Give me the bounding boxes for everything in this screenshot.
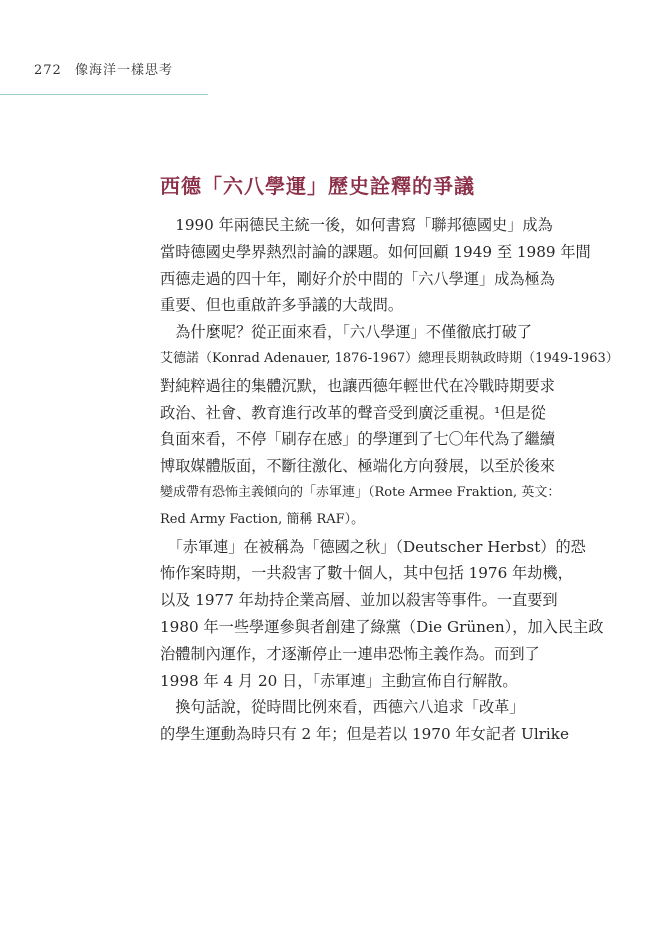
body-line: 治體制內運作，才逐漸停止一連串恐怖主義作為。而到了 bbox=[160, 644, 540, 663]
body-line: 艾德諾（Konrad Adenauer, 1876-1967）總理長期執政時期（1949-1963） bbox=[160, 350, 619, 366]
body-line: 1990 年兩德民主統一後，如何書寫「聯邦德國史」成為 bbox=[160, 216, 553, 234]
body-line: 怖作案時期，一共殺害了數十個人，其中包括 1976 年劫機， bbox=[160, 564, 573, 583]
body-line: 變成帶有恐怖主義傾向的「赤軍連」（Rote Armee Fraktion, 英文： bbox=[160, 484, 561, 500]
header-rule bbox=[0, 94, 208, 95]
body-line: 1998 年 4 月 20 日，「赤軍連」主動宣佈自行解散。 bbox=[160, 671, 518, 690]
body-line: 政治、社會、教育進行改革的聲音受到廣泛重視。¹但是從 bbox=[160, 403, 546, 422]
article-body bbox=[160, 212, 619, 748]
body-line: 重要、但也重啟許多爭議的大哉問。 bbox=[160, 296, 403, 315]
body-line: 以及 1977 年劫持企業高層、並加以殺害等事件。一直要到 bbox=[160, 591, 558, 610]
body-line: 西德走過的四十年，剛好介於中間的「六八學運」成為極為 bbox=[160, 269, 555, 288]
body-line: 換句話說，從時間比例來看，西德六八追求「改革」 bbox=[160, 698, 525, 717]
body-line: 1980 年一些學運參與者創建了綠黨（Die Grünen），加入民主政 bbox=[160, 617, 604, 636]
body-line: 當時德國史學界熱烈討論的課題。如何回顧 1949 至 1989 年間 bbox=[160, 242, 591, 261]
page-number: 272 bbox=[34, 63, 62, 78]
body-line: 的學生運動為時只有 2 年；但是若以 1970 年女記者 Ulrike bbox=[160, 725, 569, 744]
body-line: Red Army Faction, 簡稱 RAF）。 bbox=[160, 511, 365, 527]
body-line: 負面來看，不停「刷存在感」的學運到了七〇年代為了繼續 bbox=[160, 430, 555, 449]
body-line: 對純粹過往的集體沉默，也讓西德年輕世代在冷戰時期要求 bbox=[160, 376, 555, 395]
body-line: 為什麼呢？從正面來看，「六八學運」不僅徹底打破了 bbox=[160, 323, 533, 342]
body-line: 「赤軍連」在被稱為「德國之秋」（Deutscher Herbst）的恐 bbox=[160, 537, 586, 556]
book-title: 像海洋一樣思考 bbox=[74, 63, 173, 78]
section-title: 西德「六八學運」歷史詮釋的爭議 bbox=[160, 174, 475, 198]
body-line: 博取媒體版面，不斷往激化、極端化方向發展，以至於後來 bbox=[160, 457, 555, 476]
running-header bbox=[34, 59, 173, 78]
